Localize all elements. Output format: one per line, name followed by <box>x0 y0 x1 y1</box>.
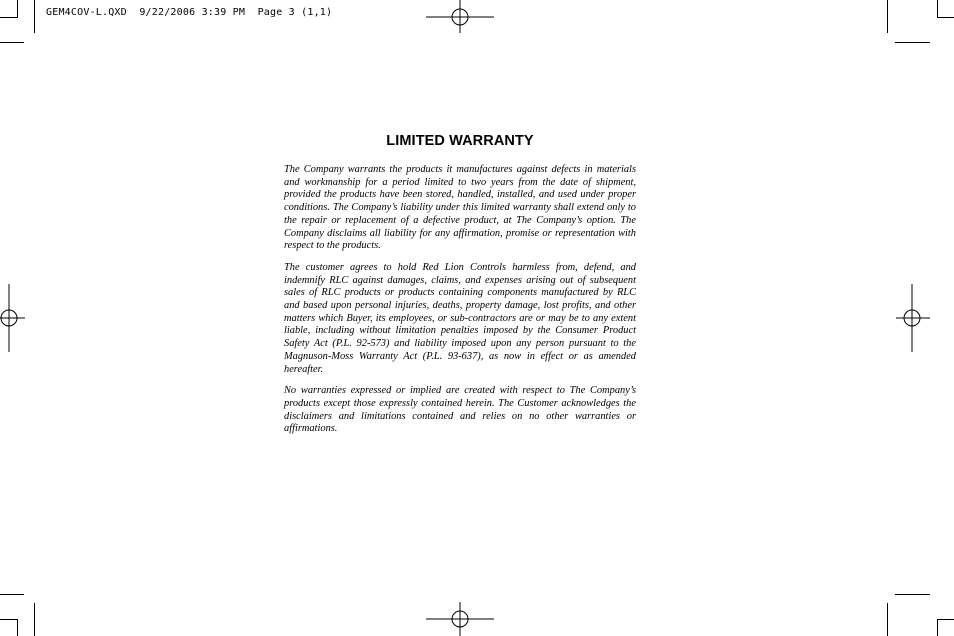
warranty-paragraph-1: The Company warrants the products it manufactures against defects in materials and workmanship for a period limited to two years from the date of shipment, provided the products have been stored, handled, installed, and used under proper conditions. The Company’s liability under this limited warranty shall extend only to the repair or replacement of a defective product, at The Company’s option. The Company disclaims all liability for any affirmation, promise or representation with respect to the products. <box>284 164 636 252</box>
slug-file: GEM4COV-L.QXD <box>46 7 127 18</box>
registration-mark-bottom <box>426 602 494 636</box>
corner-mark-top-right <box>938 0 954 18</box>
slug-coords: (1,1) <box>301 7 333 18</box>
page-title: LIMITED WARRANTY <box>386 133 534 149</box>
registration-mark-left <box>0 284 25 352</box>
corner-mark-top-left <box>0 0 18 18</box>
registration-mark-top <box>426 0 494 33</box>
warranty-section <box>284 133 636 445</box>
warranty-paragraph-2: The customer agrees to hold Red Lion Controls harmless from, defend, and indemnify RLC against damages, claims, and expenses arising out of subsequent sales of RLC products or products containing components manufactured by RLC and based upon personal injuries, deaths, property damage, lost profits, and other matters which Buyer, its employees, or sub-contractors are or may be to any extent liable, including without limitation penalties imposed by the Consumer Product Safety Act (P.L. 92-573) and liability imposed upon any person pursuant to the Magnuson-Moss Warranty Act (P.L. 93-637), as now in effect or as amended hereafter. <box>284 261 636 375</box>
corner-mark-bottom-right <box>938 620 954 636</box>
warranty-paragraph-3: No warranties expressed or implied are created with respect to The Company’s products except those expressly contained herein. The Customer acknowledges the disclaimers and limitations contained and relies on no other warranties or affirmations. <box>284 385 636 435</box>
registration-mark-right <box>896 284 930 352</box>
corner-mark-bottom-left <box>0 620 18 636</box>
slug-time: 3:39 PM <box>201 7 246 18</box>
slug-page: Page 3 <box>257 7 295 18</box>
slug-date: 9/22/2006 <box>139 7 196 18</box>
